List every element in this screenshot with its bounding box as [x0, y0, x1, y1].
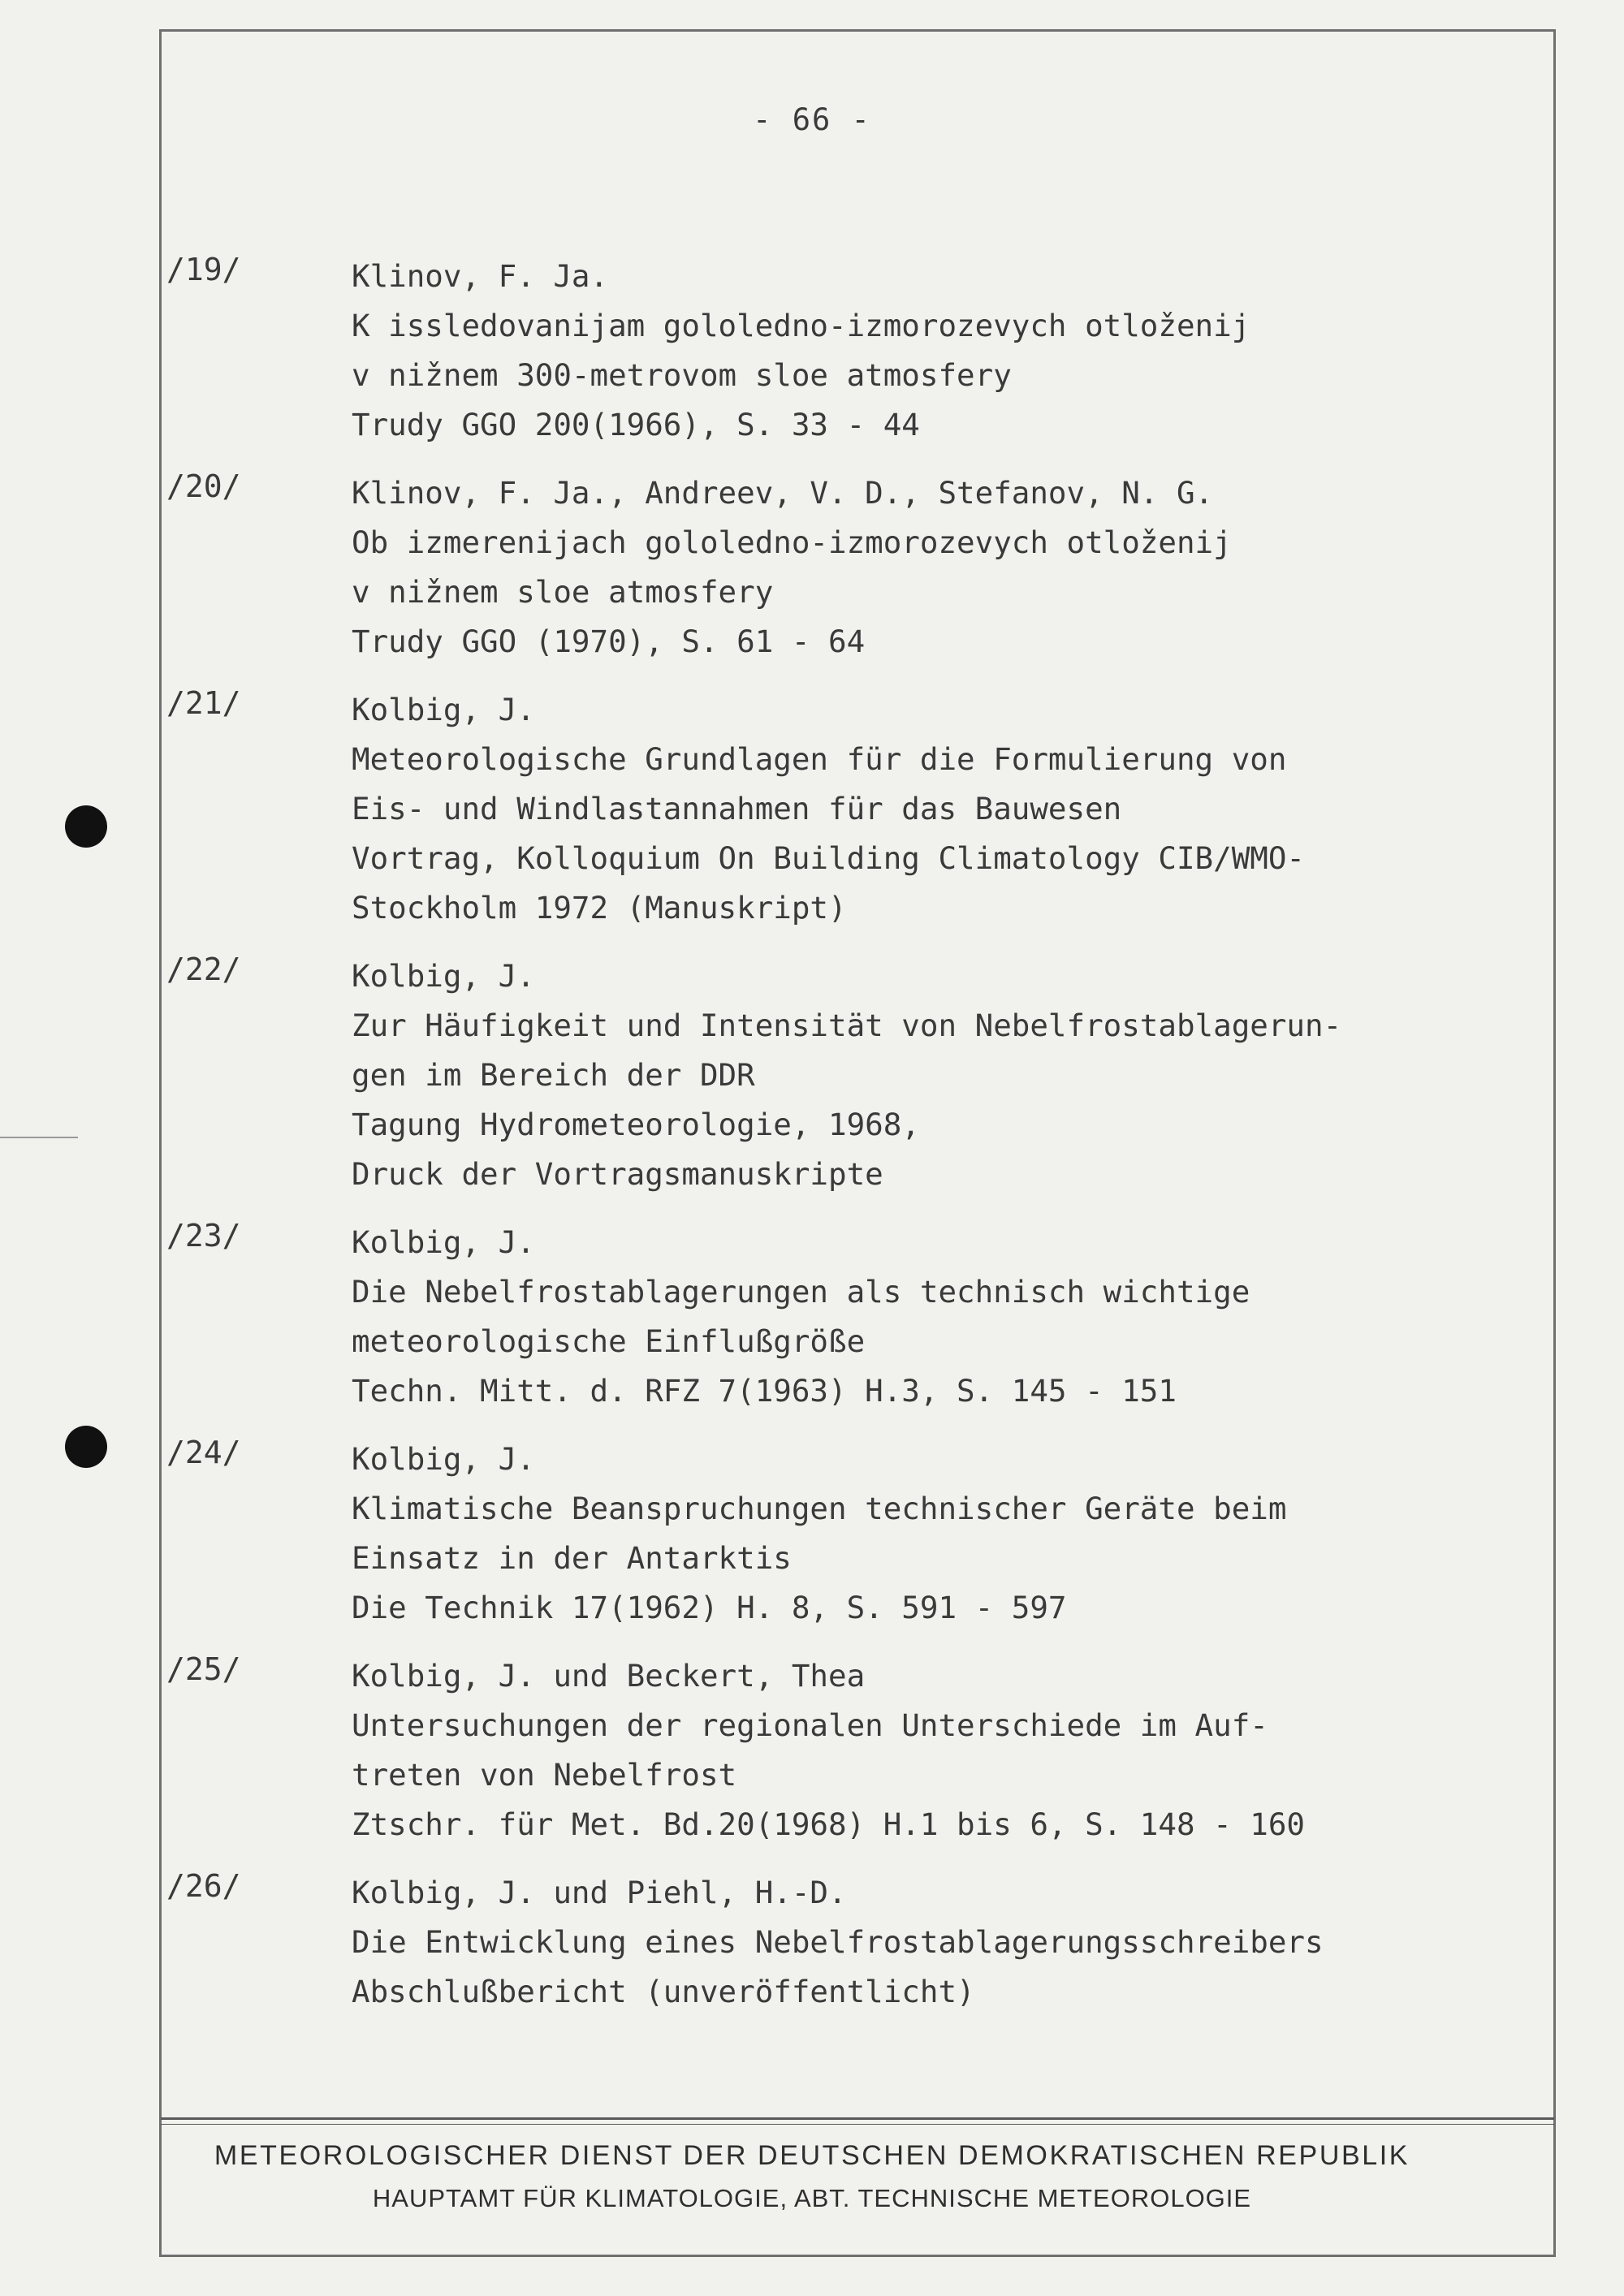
reference-line: Einsatz in der Antarktis — [352, 1540, 792, 1576]
footer-rule-thin — [161, 2124, 1554, 2125]
reference-line: treten von Nebelfrost — [352, 1757, 737, 1793]
reference-line: Klimatische Beanspruchungen technischer Geräte beim — [352, 1491, 1287, 1526]
reference-line: Untersuchungen der regionalen Unterschiede im Auf- — [352, 1707, 1268, 1743]
page-number: - 66 - — [753, 102, 871, 137]
reference-line: Meteorologische Grundlagen für die Formulierung von — [352, 741, 1287, 777]
reference-number: /26/ — [166, 1868, 241, 1904]
reference-line: Klinov, F. Ja. — [352, 258, 609, 294]
reference-item — [166, 1435, 1547, 1633]
reference-line: Kolbig, J. und Beckert, Thea — [352, 1658, 866, 1694]
reference-line: K issledovanijam gololedno-izmorozevych otloženij — [352, 308, 1250, 343]
reference-item — [166, 1651, 1547, 1849]
reference-line: Zur Häufigkeit und Intensität von Nebelfrostablagerun- — [352, 1008, 1342, 1043]
reference-item — [166, 1218, 1547, 1416]
reference-line: v nižnem sloe atmosfery — [352, 574, 774, 610]
reference-line: meteorologische Einflußgröße — [352, 1323, 866, 1359]
reference-number: /20/ — [166, 468, 241, 504]
reference-line: Die Entwicklung eines Nebelfrostablagerungsschreibers — [352, 1924, 1324, 1960]
reference-list — [166, 252, 1547, 2017]
punch-hole-bottom — [65, 1426, 107, 1468]
reference-line: Stockholm 1972 (Manuskript) — [352, 890, 847, 926]
reference-line: gen im Bereich der DDR — [352, 1057, 755, 1093]
reference-line: Kolbig, J. und Piehl, H.-D. — [352, 1875, 847, 1910]
footer-department: HAUPTAMT FÜR KLIMATOLOGIE, ABT. TECHNISCHE METEOROLOGIE — [372, 2184, 1252, 2212]
footer-rule — [161, 2117, 1554, 2120]
reference-line: Klinov, F. Ja., Andreev, V. D., Stefanov, N. G. — [352, 475, 1214, 511]
reference-line: Kolbig, J. — [352, 958, 535, 994]
reference-line: v nižnem 300-metrovom sloe atmosfery — [352, 357, 1012, 393]
reference-line: Techn. Mitt. d. RFZ 7(1963) H.3, S. 145 - 151 — [352, 1373, 1177, 1409]
reference-line: Tagung Hydrometeorologie, 1968, — [352, 1107, 920, 1142]
punch-hole-top — [65, 805, 107, 848]
reference-number: /25/ — [166, 1651, 241, 1687]
reference-line: Ob izmerenijach gololedno-izmorozevych otloženij — [352, 524, 1232, 560]
reference-line: Druck der Vortragsmanuskripte — [352, 1156, 883, 1192]
reference-line: Kolbig, J. — [352, 692, 535, 727]
reference-number: /19/ — [166, 252, 241, 287]
reference-line: Die Technik 17(1962) H. 8, S. 591 - 597 — [352, 1590, 1067, 1625]
reference-line: Kolbig, J. — [352, 1441, 535, 1477]
reference-item — [166, 1868, 1547, 2017]
reference-line: Trudy GGO 200(1966), S. 33 - 44 — [352, 407, 920, 442]
reference-line: Abschlußbericht (unveröffentlicht) — [352, 1974, 975, 2009]
reference-item — [166, 685, 1547, 933]
reference-number: /21/ — [166, 685, 241, 721]
reference-number: /23/ — [166, 1218, 241, 1254]
reference-item — [166, 468, 1547, 667]
footer-institution: METEOROLOGISCHER DIENST DER DEUTSCHEN DEMOKRATISCHEN REPUBLIK — [214, 2140, 1410, 2171]
reference-item — [166, 252, 1547, 450]
reference-line: Kolbig, J. — [352, 1224, 535, 1260]
reference-line: Eis- und Windlastannahmen für das Bauwesen — [352, 791, 1122, 826]
reference-number: /22/ — [166, 952, 241, 987]
reference-line: Ztschr. für Met. Bd.20(1968) H.1 bis 6, S. 148 - 160 — [352, 1806, 1305, 1842]
reference-item — [166, 952, 1547, 1199]
reference-line: Trudy GGO (1970), S. 61 - 64 — [352, 624, 866, 659]
reference-line: Die Nebelfrostablagerungen als technisch wichtige — [352, 1274, 1250, 1310]
fold-mark — [0, 1137, 78, 1138]
reference-number: /24/ — [166, 1435, 241, 1470]
reference-line: Vortrag, Kolloquium On Building Climatology CIB/WMO- — [352, 840, 1305, 876]
